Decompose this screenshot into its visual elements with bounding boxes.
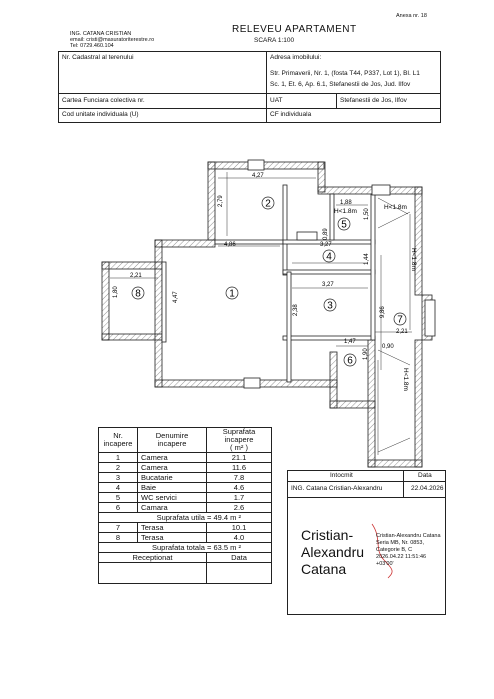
dimension-label: 2,21 bbox=[396, 329, 408, 335]
room-area: 4.6 bbox=[207, 483, 272, 493]
room-name: WC servici bbox=[138, 493, 207, 503]
received-row bbox=[99, 553, 272, 563]
room-label: 4 bbox=[326, 251, 332, 263]
document-title: RELEVEU APARTAMENT bbox=[232, 24, 357, 35]
useful-area: Suprafata utila = 49.4 m ² bbox=[99, 513, 272, 523]
rooms-table-header bbox=[99, 428, 272, 453]
signer-large-line3: Catana bbox=[301, 561, 347, 577]
room-nr: 2 bbox=[99, 463, 138, 473]
room-nr: 8 bbox=[99, 533, 138, 543]
wall-segment bbox=[415, 340, 422, 467]
total-area-row bbox=[99, 543, 272, 553]
signature-date-label: Data bbox=[418, 472, 432, 479]
wall-segment bbox=[102, 334, 162, 340]
wall-segment bbox=[208, 162, 324, 169]
dimension-label: 1,50 bbox=[364, 208, 370, 220]
uat-value: Stefanestii de Jos, Ilfov bbox=[340, 97, 407, 104]
total-area: Suprafata totala = 63.5 m ² bbox=[99, 543, 272, 553]
signer-small-line1: Cristian-Alexandru Catana bbox=[376, 533, 441, 539]
room-label: 3 bbox=[327, 300, 333, 312]
window bbox=[372, 185, 390, 195]
wall-segment bbox=[208, 162, 215, 240]
wall-segment bbox=[162, 262, 166, 342]
drawn-by-value: ING. Catana Cristian-Alexandru bbox=[291, 485, 383, 492]
room-area: 11.6 bbox=[207, 463, 272, 473]
dimension-label: 9,86 bbox=[380, 306, 386, 318]
room-area: 2.6 bbox=[207, 503, 272, 513]
room-name: Camera bbox=[138, 453, 207, 463]
table-row bbox=[99, 523, 272, 533]
room-label: 1 bbox=[229, 288, 235, 300]
dimension-label: 0,90 bbox=[382, 344, 394, 350]
table-row bbox=[99, 473, 272, 483]
wall-segment bbox=[102, 262, 162, 269]
wall-segment bbox=[371, 194, 375, 340]
company-name: ING. CATANA CRISTIAN bbox=[70, 31, 132, 37]
uat-label: UAT bbox=[270, 97, 283, 104]
rooms-table-header-nr: Nr. incapere bbox=[99, 428, 138, 453]
annex-label: Anexa nr. 18 bbox=[396, 13, 427, 19]
height-note: H<1.8m bbox=[410, 248, 417, 271]
room-area: 10.1 bbox=[207, 523, 272, 533]
cadastral-label: Nr. Cadastral al terenului bbox=[62, 54, 134, 61]
dimension-label: 2,79 bbox=[218, 195, 224, 207]
signature-block-row-line bbox=[287, 481, 446, 482]
room-area: 1.7 bbox=[207, 493, 272, 503]
signer-large-line1: Cristian- bbox=[301, 527, 354, 543]
dimension-label: 1,47 bbox=[344, 339, 356, 345]
land-book-label: Cartea Funciara colectiva nr. bbox=[62, 97, 145, 104]
address-line1: Str. Primaverii, Nr. 1, (fosta T44, P337, Lot 1), Bl. L1 bbox=[270, 70, 420, 77]
signer-small-line2: Seria MB, Nr. 0853, bbox=[376, 540, 424, 546]
dimension-label: 4,86 bbox=[224, 242, 236, 248]
received-blank-row bbox=[99, 563, 272, 584]
received-label: Receptionat bbox=[99, 553, 207, 563]
wall-segment bbox=[287, 272, 291, 382]
signer-large-line2: Alexandru bbox=[301, 544, 365, 560]
signature-block-divider bbox=[403, 470, 404, 497]
cf-label: CF individuala bbox=[270, 111, 312, 118]
address-line2: Sc. 1, Et. 6, Ap. 6.1, Stefanestii de Jos, Jud. Ilfov bbox=[270, 81, 411, 88]
drawn-by-label: Intocmit bbox=[330, 472, 353, 479]
wall-segment bbox=[318, 187, 422, 194]
table-row bbox=[99, 463, 272, 473]
room-name: Terasa bbox=[138, 533, 207, 543]
room-name: Bucatarie bbox=[138, 473, 207, 483]
received-date-label: Data bbox=[207, 553, 272, 563]
room-name: Baie bbox=[138, 483, 207, 493]
signature-block-row-line bbox=[287, 497, 446, 498]
table-row bbox=[99, 453, 272, 463]
rooms-table-header-unit: ( m² ) bbox=[230, 443, 248, 452]
wall-segment bbox=[155, 240, 215, 247]
rooms-table-header-name bbox=[138, 428, 207, 453]
height-note: H<1.8m bbox=[402, 368, 409, 391]
rooms-table-header-area bbox=[207, 428, 272, 453]
table-row bbox=[99, 503, 272, 513]
wall-segment bbox=[102, 262, 109, 340]
room-label: 8 bbox=[135, 288, 141, 300]
dimension-label: 1,44 bbox=[364, 253, 370, 265]
room-name: Camara bbox=[138, 503, 207, 513]
dimension-label: 2,38 bbox=[293, 304, 299, 316]
table-row bbox=[99, 493, 272, 503]
window bbox=[425, 300, 435, 336]
room-nr: 6 bbox=[99, 503, 138, 513]
table-row bbox=[99, 483, 272, 493]
room-nr: 5 bbox=[99, 493, 138, 503]
table-row bbox=[99, 533, 272, 543]
useful-area-row bbox=[99, 513, 272, 523]
dimension-label: 0,89 bbox=[323, 228, 329, 240]
signer-small-line5: +03'00' bbox=[376, 561, 394, 567]
room-nr: 7 bbox=[99, 523, 138, 533]
signer-small-line4: 2026.04.22 11:51:46 bbox=[376, 554, 427, 560]
window bbox=[244, 378, 260, 388]
dimension-label: 1,80 bbox=[113, 286, 119, 298]
dimension-label: 1,88 bbox=[340, 200, 352, 206]
window bbox=[248, 160, 264, 170]
document-scale: SCARA 1:100 bbox=[254, 37, 295, 44]
wall-segment bbox=[283, 185, 287, 275]
wall-segment bbox=[330, 194, 334, 240]
room-nr: 3 bbox=[99, 473, 138, 483]
room-labels bbox=[132, 197, 406, 367]
rooms-table-header-area-text: Suprafata incapere bbox=[222, 427, 256, 444]
dimension-label: 4,27 bbox=[252, 173, 264, 179]
wall-segment bbox=[283, 336, 375, 340]
room-label: 6 bbox=[347, 355, 353, 367]
window bbox=[297, 232, 317, 240]
unit-code-label: Cod unitate individuala (U) bbox=[62, 111, 139, 118]
company-phone: Tel: 0729.460.104 bbox=[70, 43, 114, 49]
rooms-table bbox=[98, 427, 272, 584]
room-label: 7 bbox=[397, 314, 403, 326]
dimension-label: 3,27 bbox=[320, 242, 332, 248]
height-note: H<1.8m bbox=[384, 204, 407, 211]
wall-segment bbox=[330, 401, 375, 408]
room-name: Terasa bbox=[138, 523, 207, 533]
signer-small-line3: Categorie B, C bbox=[376, 547, 413, 553]
company-email: email: cristi@masuratoriterestre.ro bbox=[70, 37, 155, 43]
dimension-label: 3,27 bbox=[322, 282, 334, 288]
dimension-label: 1,90 bbox=[363, 348, 369, 360]
room-area: 21.1 bbox=[207, 453, 272, 463]
room-area: 4.0 bbox=[207, 533, 272, 543]
wall-segment bbox=[415, 187, 422, 295]
dimension-label: 2,21 bbox=[130, 273, 142, 279]
room-name: Camera bbox=[138, 463, 207, 473]
height-note: H<1.8m bbox=[334, 208, 357, 215]
address-label: Adresa imobilului: bbox=[270, 54, 322, 61]
room-label: 5 bbox=[341, 219, 347, 231]
rooms-table-header-name-text: Denumire incapere bbox=[155, 431, 189, 448]
room-label: 2 bbox=[265, 198, 271, 210]
dimension-label: 4,47 bbox=[173, 291, 179, 303]
room-nr: 1 bbox=[99, 453, 138, 463]
received-signature-cell bbox=[99, 563, 207, 584]
room-area: 7.8 bbox=[207, 473, 272, 483]
signature-date-value: 22.04.2026 bbox=[411, 485, 444, 492]
room-nr: 4 bbox=[99, 483, 138, 493]
wall-segment bbox=[283, 270, 375, 274]
wall-segment bbox=[368, 460, 422, 467]
received-date-cell bbox=[207, 563, 272, 584]
